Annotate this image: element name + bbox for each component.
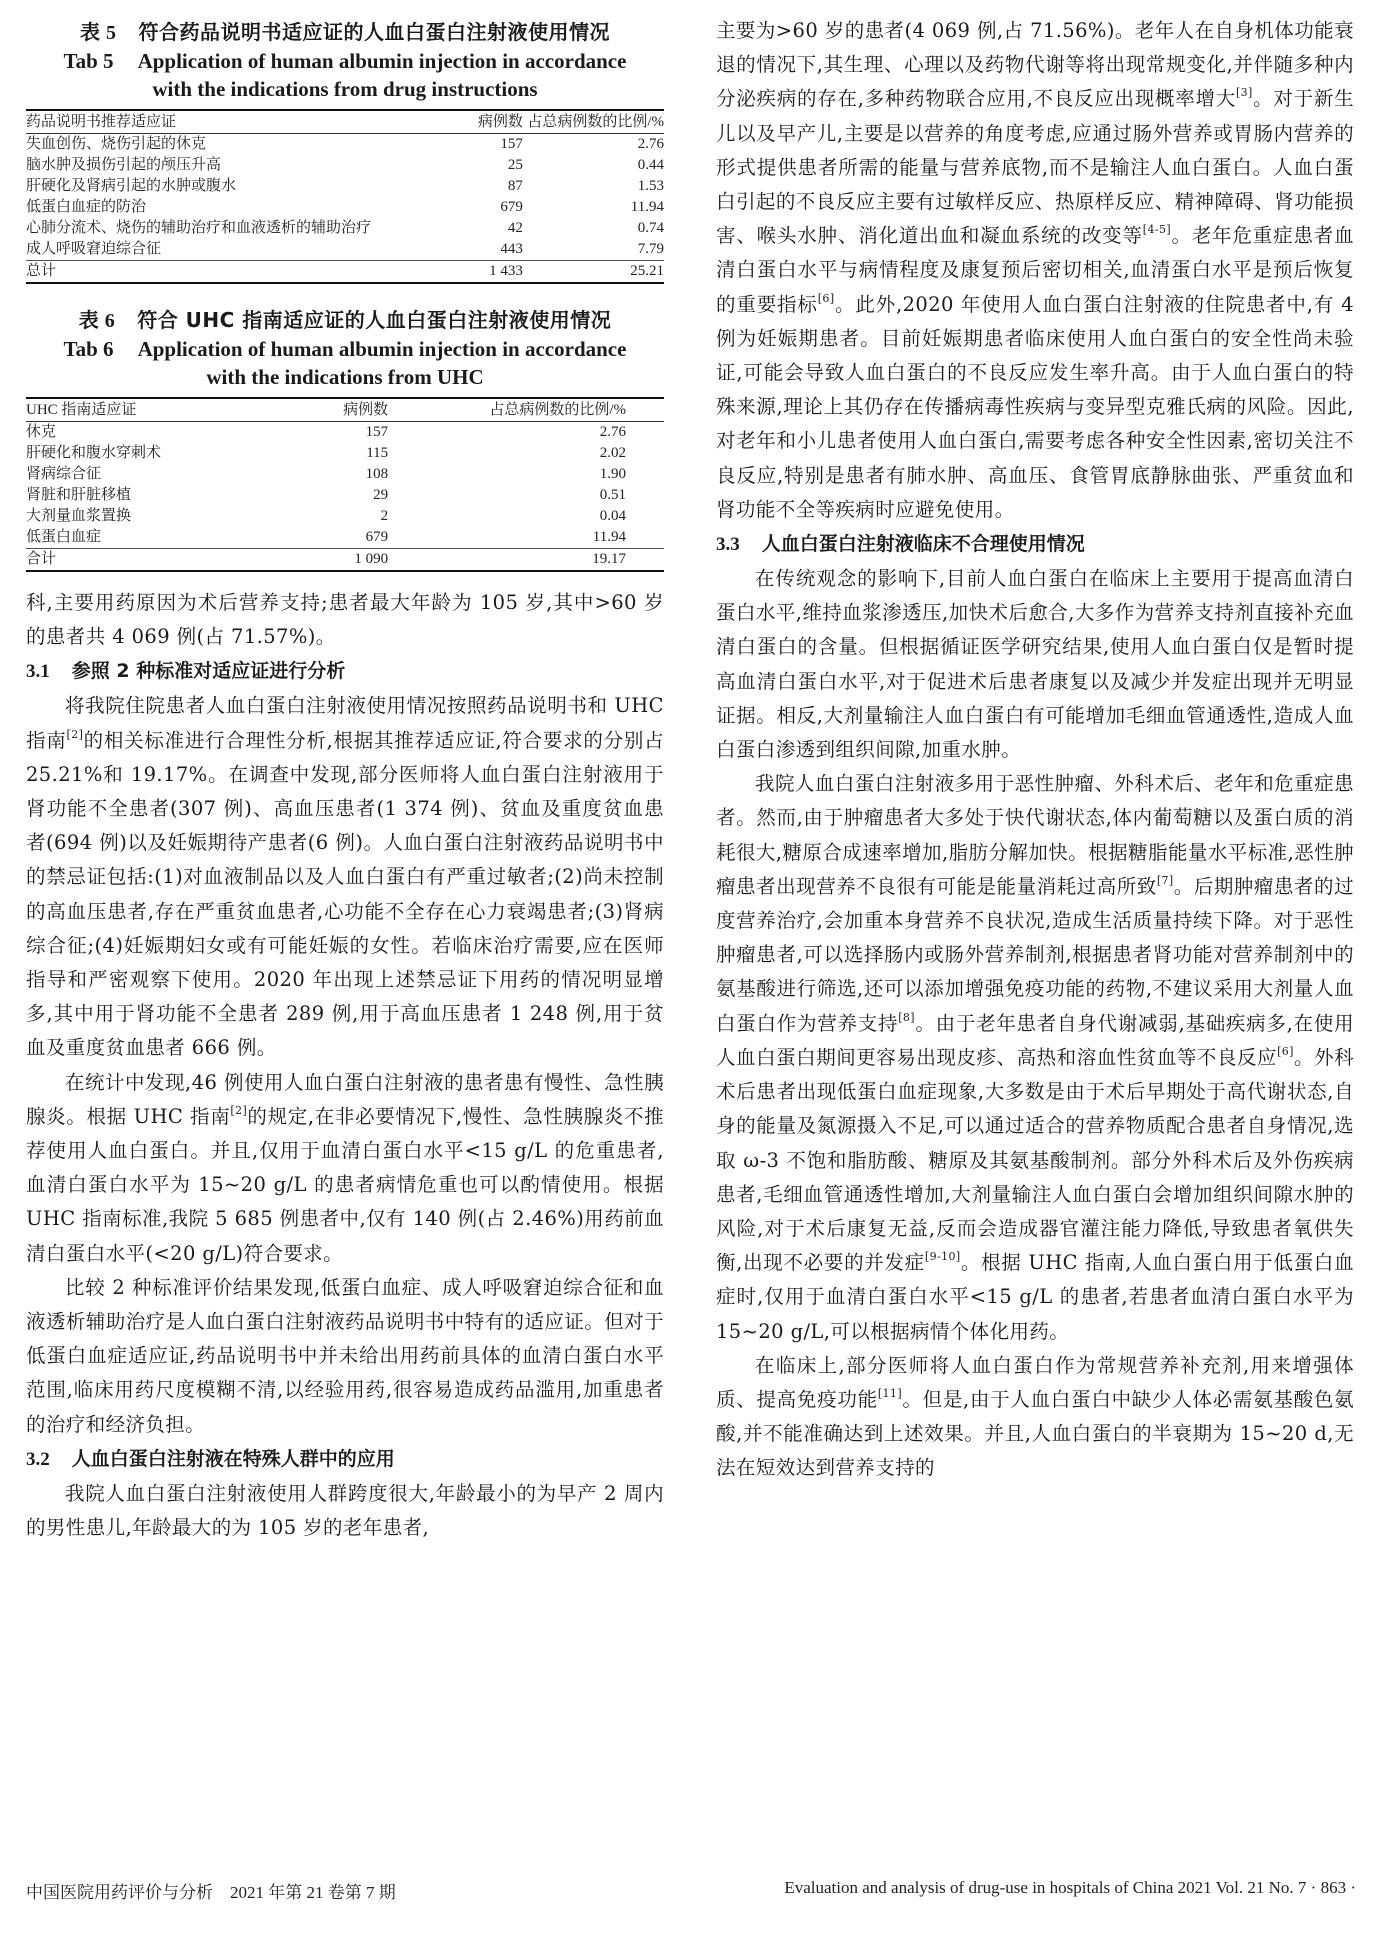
percentage-cell: 1.90 bbox=[599, 466, 626, 482]
percentage-cell: 25.21 bbox=[523, 261, 664, 284]
percentage-cell: 11.94 bbox=[630, 199, 664, 215]
paragraph: 我院人血白蛋白注射液多用于恶性肿瘤、外科术后、老年和危重症患者。然而,由于肿瘤患者大多处于快代谢状态,体内葡萄糖以及蛋白质的消耗很大,糖原合成速率增加,脂肪分解加快。根据糖脂能量水平标准,恶性肿瘤患者出现营养不良很有可能是能量消耗过高所致[7]。后期肿瘤患者的过度营养治疗,会加重本身营养不良状况,造成生活质量持续下降。对于恶性肿瘤患者,可以选择肠内或肠外营养制剂,根据患者肾功能对营养制剂中的氨基酸进行筛选,还可以添加增强免疫功能的药物,不建议采用大剂量人血白蛋白作为营养支持[8]。由于老年患者自身代谢减弱,基础疾病多,在使用人血白蛋白期间更容易出现皮疹、高热和溶血性贫血等不良反应[6]。外科术后患者出现低蛋白血症现象,大多数是由于术后早期处于高代谢状态,自身的能量及氮源摄入不足,可以通过适合的营养物质配合患者自身情况,选取 ω-3 不饱和脂肪酸、糖原及其氨基酸制剂。部分外科术后及外伤疾病患者,毛细血管通透性增加,大剂量输注人血白蛋白会增加组织间隙水肿的风险,对于术后康复无益,反而会造成器官灌注能力降低,导致患者氧供失衡,出现不必要的并发症[9-10]。根据 UHC 指南,人血白蛋白用于低蛋白血症时,仅用于血清白蛋白水平<15 g/L 的患者,若患者血清白蛋白水平为 15~20 g/L,可以根据病情个体化用药。 bbox=[716, 772, 1355, 1343]
table-row bbox=[26, 464, 664, 485]
journal-info-en: Evaluation and analysis of drug-use in hospitals of China 2021 Vol. 21 No. 7 · 863 · bbox=[784, 1878, 1356, 1897]
percentage-cell: 2.76 bbox=[637, 136, 664, 152]
table5-caption-en-line2: with the indications from drug instructions bbox=[152, 77, 538, 101]
table5-caption-en: Tab 5 Application of human albumin injection in accordance bbox=[63, 49, 627, 73]
column-header: 占总病例数的比例/% bbox=[388, 398, 664, 422]
indication-cell: 脑水肿及损伤引起的颅压升高 bbox=[26, 157, 222, 173]
case-count-cell: 1 090 bbox=[326, 549, 388, 572]
percentage-cell: 0.74 bbox=[637, 220, 664, 236]
indication-cell: 总计 bbox=[26, 261, 464, 284]
citation-ref: [2] bbox=[66, 727, 84, 741]
column-header: UHC 指南适应证 bbox=[26, 398, 326, 422]
case-count-cell: 29 bbox=[373, 487, 389, 503]
left-column bbox=[26, 0, 664, 1545]
column-header: 药品说明书推荐适应证 bbox=[26, 110, 464, 134]
table-row bbox=[26, 506, 664, 527]
percentage-cell: 0.04 bbox=[599, 508, 626, 524]
citation-ref: [9-10] bbox=[924, 1250, 961, 1264]
case-count-cell: 42 bbox=[507, 220, 523, 236]
percentage-cell: 7.79 bbox=[637, 241, 664, 257]
paragraph: 在临床上,部分医师将人血白蛋白作为常规营养补充剂,用来增强体质、提高免疫功能[11]。但是,由于人血白蛋白中缺少人体必需氨基酸色氨酸,并不能准确达到上述效果。并且,人血白蛋白的半衰期为 15~20 d,无法在短效达到营养支持的 bbox=[716, 1353, 1354, 1480]
indication-cell: 成人呼吸窘迫综合征 bbox=[26, 241, 162, 257]
table-total-row bbox=[26, 261, 664, 284]
paragraph: 我院人血白蛋白注射液使用人群跨度很大,年龄最小的为早产 2 周内的男性患儿,年龄最大的为 105 岁的老年患者, bbox=[26, 1481, 664, 1540]
citation-ref: [4-5] bbox=[1142, 223, 1172, 237]
citation-ref: [6] bbox=[1277, 1044, 1294, 1058]
case-count-cell: 157 bbox=[365, 424, 389, 440]
case-count-cell: 25 bbox=[507, 157, 523, 173]
paragraph: 主要为>60 岁的患者(4 069 例,占 71.56%)。老年人在自身机体功能衰退的情况下,其生理、心理以及药物代谢等将出现常规变化,并伴随多种内分泌疾病的存在,多种药物联合应用,不良反应出现概率增大[3]。对于新生儿以及早产儿,主要是以营养的角度考虑,应通过肠外营养或胃肠内营养的形式提供患者所需的能量与营养底物,而不是输注人血白蛋白。人血白蛋白引起的不良反应主要有过敏样反应、热原样反应、精神障碍、肾功能损害、喉头水肿、消化道出血和凝血系统的改变等[4-5]。老年危重症患者血清白蛋白水平与病情程度及康复预后密切相关,血清蛋白水平是预后恢复的重要指标[6]。此外,2020 年使用人血白蛋白注射液的住院患者中,有 4 例为妊娠期患者。目前妊娠期患者临床使用人血白蛋白的安全性尚未验证,可能会导致人血白蛋白的不良反应发生率升高。由于人血白蛋白的特殊来源,理论上其仍存在传播病毒性疾病与变异型克雅氏病的风险。因此,对老年和小儿患者使用人血白蛋白,需要考虑各种安全性因素,密切关注不良反应,特别是患者有肺水肿、高血压、食管胃底静脉曲张、严重贫血和肾功能不全等疾病时应避免使用。 bbox=[716, 19, 1355, 521]
case-count-cell: 157 bbox=[500, 136, 523, 152]
case-count-cell: 679 bbox=[365, 529, 389, 545]
percentage-cell: 0.44 bbox=[637, 157, 664, 173]
table-row bbox=[26, 176, 664, 197]
percentage-cell: 19.17 bbox=[388, 549, 664, 572]
table-row bbox=[26, 134, 664, 156]
column-header: 病例数 bbox=[326, 398, 388, 422]
percentage-cell: 2.02 bbox=[599, 445, 626, 461]
paragraph: 在统计中发现,46 例使用人血白蛋白注射液的患者患有慢性、急性胰腺炎。根据 UHC 指南[2]的规定,在非必要情况下,慢性、急性胰腺炎不推荐使用人血白蛋白。并且,仅用于血清白蛋白水平<15 g/L 的危重患者,血清白蛋白水平为 15~20 g/L 的患者病情危重也可以酌情使用。根据 UHC 指南标准,我院 5 685 例患者中,仅有 140 例(占 2.46%)用药前血清白蛋白水平(<20 g/L)符合要求。 bbox=[26, 1070, 665, 1265]
column-header: 病例数 bbox=[464, 110, 523, 134]
journal-info-cn: 中国医院用药评价与分析 2021 年第 21 卷第 7 期 bbox=[26, 1883, 396, 1902]
paragraph: 比较 2 种标准评价结果发现,低蛋白血症、成人呼吸窘迫综合征和血液透析辅助治疗是人血白蛋白注射液药品说明书中特有的适应证。但对于低蛋白血症适应证,药品说明书中并未给出用药前具体的血清白蛋白水平范围,临床用药尺度模糊不清,以经验用药,很容易造成药品滥用,加重患者的治疗和经济负担。 bbox=[26, 1275, 664, 1436]
table-row bbox=[26, 485, 664, 506]
indication-cell: 心肺分流术、烧伤的辅助治疗和血液透析的辅助治疗 bbox=[26, 220, 372, 236]
indication-cell: 肾病综合征 bbox=[26, 466, 102, 482]
case-count-cell: 108 bbox=[365, 466, 389, 482]
table-row bbox=[26, 527, 664, 549]
indication-cell: 合计 bbox=[26, 549, 326, 572]
indication-cell: 休克 bbox=[26, 424, 57, 440]
indication-cell: 低蛋白血症 bbox=[26, 529, 102, 545]
indication-cell: 大剂量血浆置换 bbox=[26, 508, 132, 524]
table6-caption-en-line2: with the indications from UHC bbox=[206, 365, 484, 389]
case-count-cell: 679 bbox=[500, 199, 523, 215]
table6-caption-cn: 表 6 符合 UHC 指南适应证的人血白蛋白注射液使用情况 bbox=[78, 308, 612, 332]
section-heading-3-3: 3.3 人血白蛋白注射液临床不合理使用情况 bbox=[716, 533, 1085, 556]
table-row bbox=[26, 155, 664, 176]
case-count-cell: 115 bbox=[366, 445, 389, 461]
case-count-cell: 443 bbox=[500, 241, 523, 257]
table5 bbox=[26, 109, 664, 284]
citation-ref: [8] bbox=[898, 1010, 915, 1024]
indication-cell: 低蛋白血症的防治 bbox=[26, 199, 147, 215]
indication-cell: 肝硬化及肾病引起的水肿或腹水 bbox=[26, 178, 237, 194]
percentage-cell: 2.76 bbox=[599, 424, 626, 440]
table-header-row bbox=[26, 398, 664, 422]
section-heading-3-1: 3.1 参照 2 种标准对适应证进行分析 bbox=[26, 660, 346, 683]
percentage-cell: 11.94 bbox=[592, 529, 626, 545]
table-row bbox=[26, 197, 664, 218]
case-count-cell: 1 433 bbox=[464, 261, 523, 284]
paragraph: 将我院住院患者人血白蛋白注射液使用情况按照药品说明书和 UHC 指南[2]的相关标准进行合理性分析,根据其推荐适应证,符合要求的分别占 25.21%和 19.17%。在调查中发现,部分医师将人血白蛋白注射液用于肾功能不全患者(307 例)、高血压患者(1 374 例)、贫血及重度贫血患者(694 例)以及妊娠期待产患者(6 例)。人血白蛋白注射液药品说明书中的禁忌证包括:(1)对血液制品以及人血白蛋白有严重过敏者;(2)尚未控制的高血压患者,存在严重贫血患者,心功能不全存在心力衰竭患者;(3)肾病综合征;(4)妊娠期妇女或有可能妊娠的女性。若临床治疗需要,应在医师指导和严密观察下使用。2020 年出现上述禁忌证下用药的情况明显增多,其中用于肾功能不全患者 289 例,用于高血压患者 1 248 例,用于贫血及重度贫血患者 666 例。 bbox=[26, 694, 664, 1060]
percentage-cell: 1.53 bbox=[637, 178, 664, 194]
indication-cell: 失血创伤、烧伤引起的休克 bbox=[26, 136, 207, 152]
table-row bbox=[26, 422, 664, 444]
indication-cell: 肝硬化和腹水穿刺术 bbox=[26, 445, 162, 461]
citation-ref: [11] bbox=[877, 1386, 903, 1400]
citation-ref: [7] bbox=[1156, 873, 1174, 887]
indication-cell: 肾脏和肝脏移植 bbox=[26, 487, 132, 503]
table-header-row bbox=[26, 110, 664, 134]
table-row bbox=[26, 239, 664, 261]
column-header: 占总病例数的比例/% bbox=[523, 110, 664, 134]
right-column bbox=[716, 0, 1354, 1486]
citation-ref: [2] bbox=[230, 1103, 248, 1117]
case-count-cell: 87 bbox=[507, 178, 523, 194]
case-count-cell: 2 bbox=[380, 508, 389, 524]
table6-caption-en: Tab 6 Application of human albumin injection in accordance bbox=[63, 337, 627, 361]
table-total-row bbox=[26, 549, 664, 572]
table-row bbox=[26, 218, 664, 239]
paragraph-continuation: 科,主要用药原因为术后营养支持;患者最大年龄为 105 岁,其中>60 岁的患者共 4 069 例(占 71.57%)。 bbox=[26, 591, 664, 649]
section-heading-3-2: 3.2 人血白蛋白注射液在特殊人群中的应用 bbox=[26, 1447, 395, 1470]
citation-ref: [6] bbox=[817, 291, 835, 305]
table5-caption-cn: 表 5 符合药品说明书适应证的人血白蛋白注射液使用情况 bbox=[80, 20, 610, 44]
table6 bbox=[26, 397, 664, 572]
table-row bbox=[26, 443, 664, 464]
citation-ref: [3] bbox=[1235, 86, 1253, 100]
paragraph: 在传统观念的影响下,目前人血白蛋白在临床上主要用于提高血清白蛋白水平,维持血浆渗透压,加快术后愈合,大多作为营养支持剂直接补充血清白蛋白的含量。但根据循证医学研究结果,使用人血白蛋白仅是暂时提高血清白蛋白水平,对于促进术后患者康复以及减少并发症出现并无明显证据。相反,大剂量输注人血白蛋白有可能增加毛细血管通透性,造成人血白蛋白渗透到组织间隙,加重水肿。 bbox=[716, 567, 1354, 762]
percentage-cell: 0.51 bbox=[599, 487, 626, 503]
